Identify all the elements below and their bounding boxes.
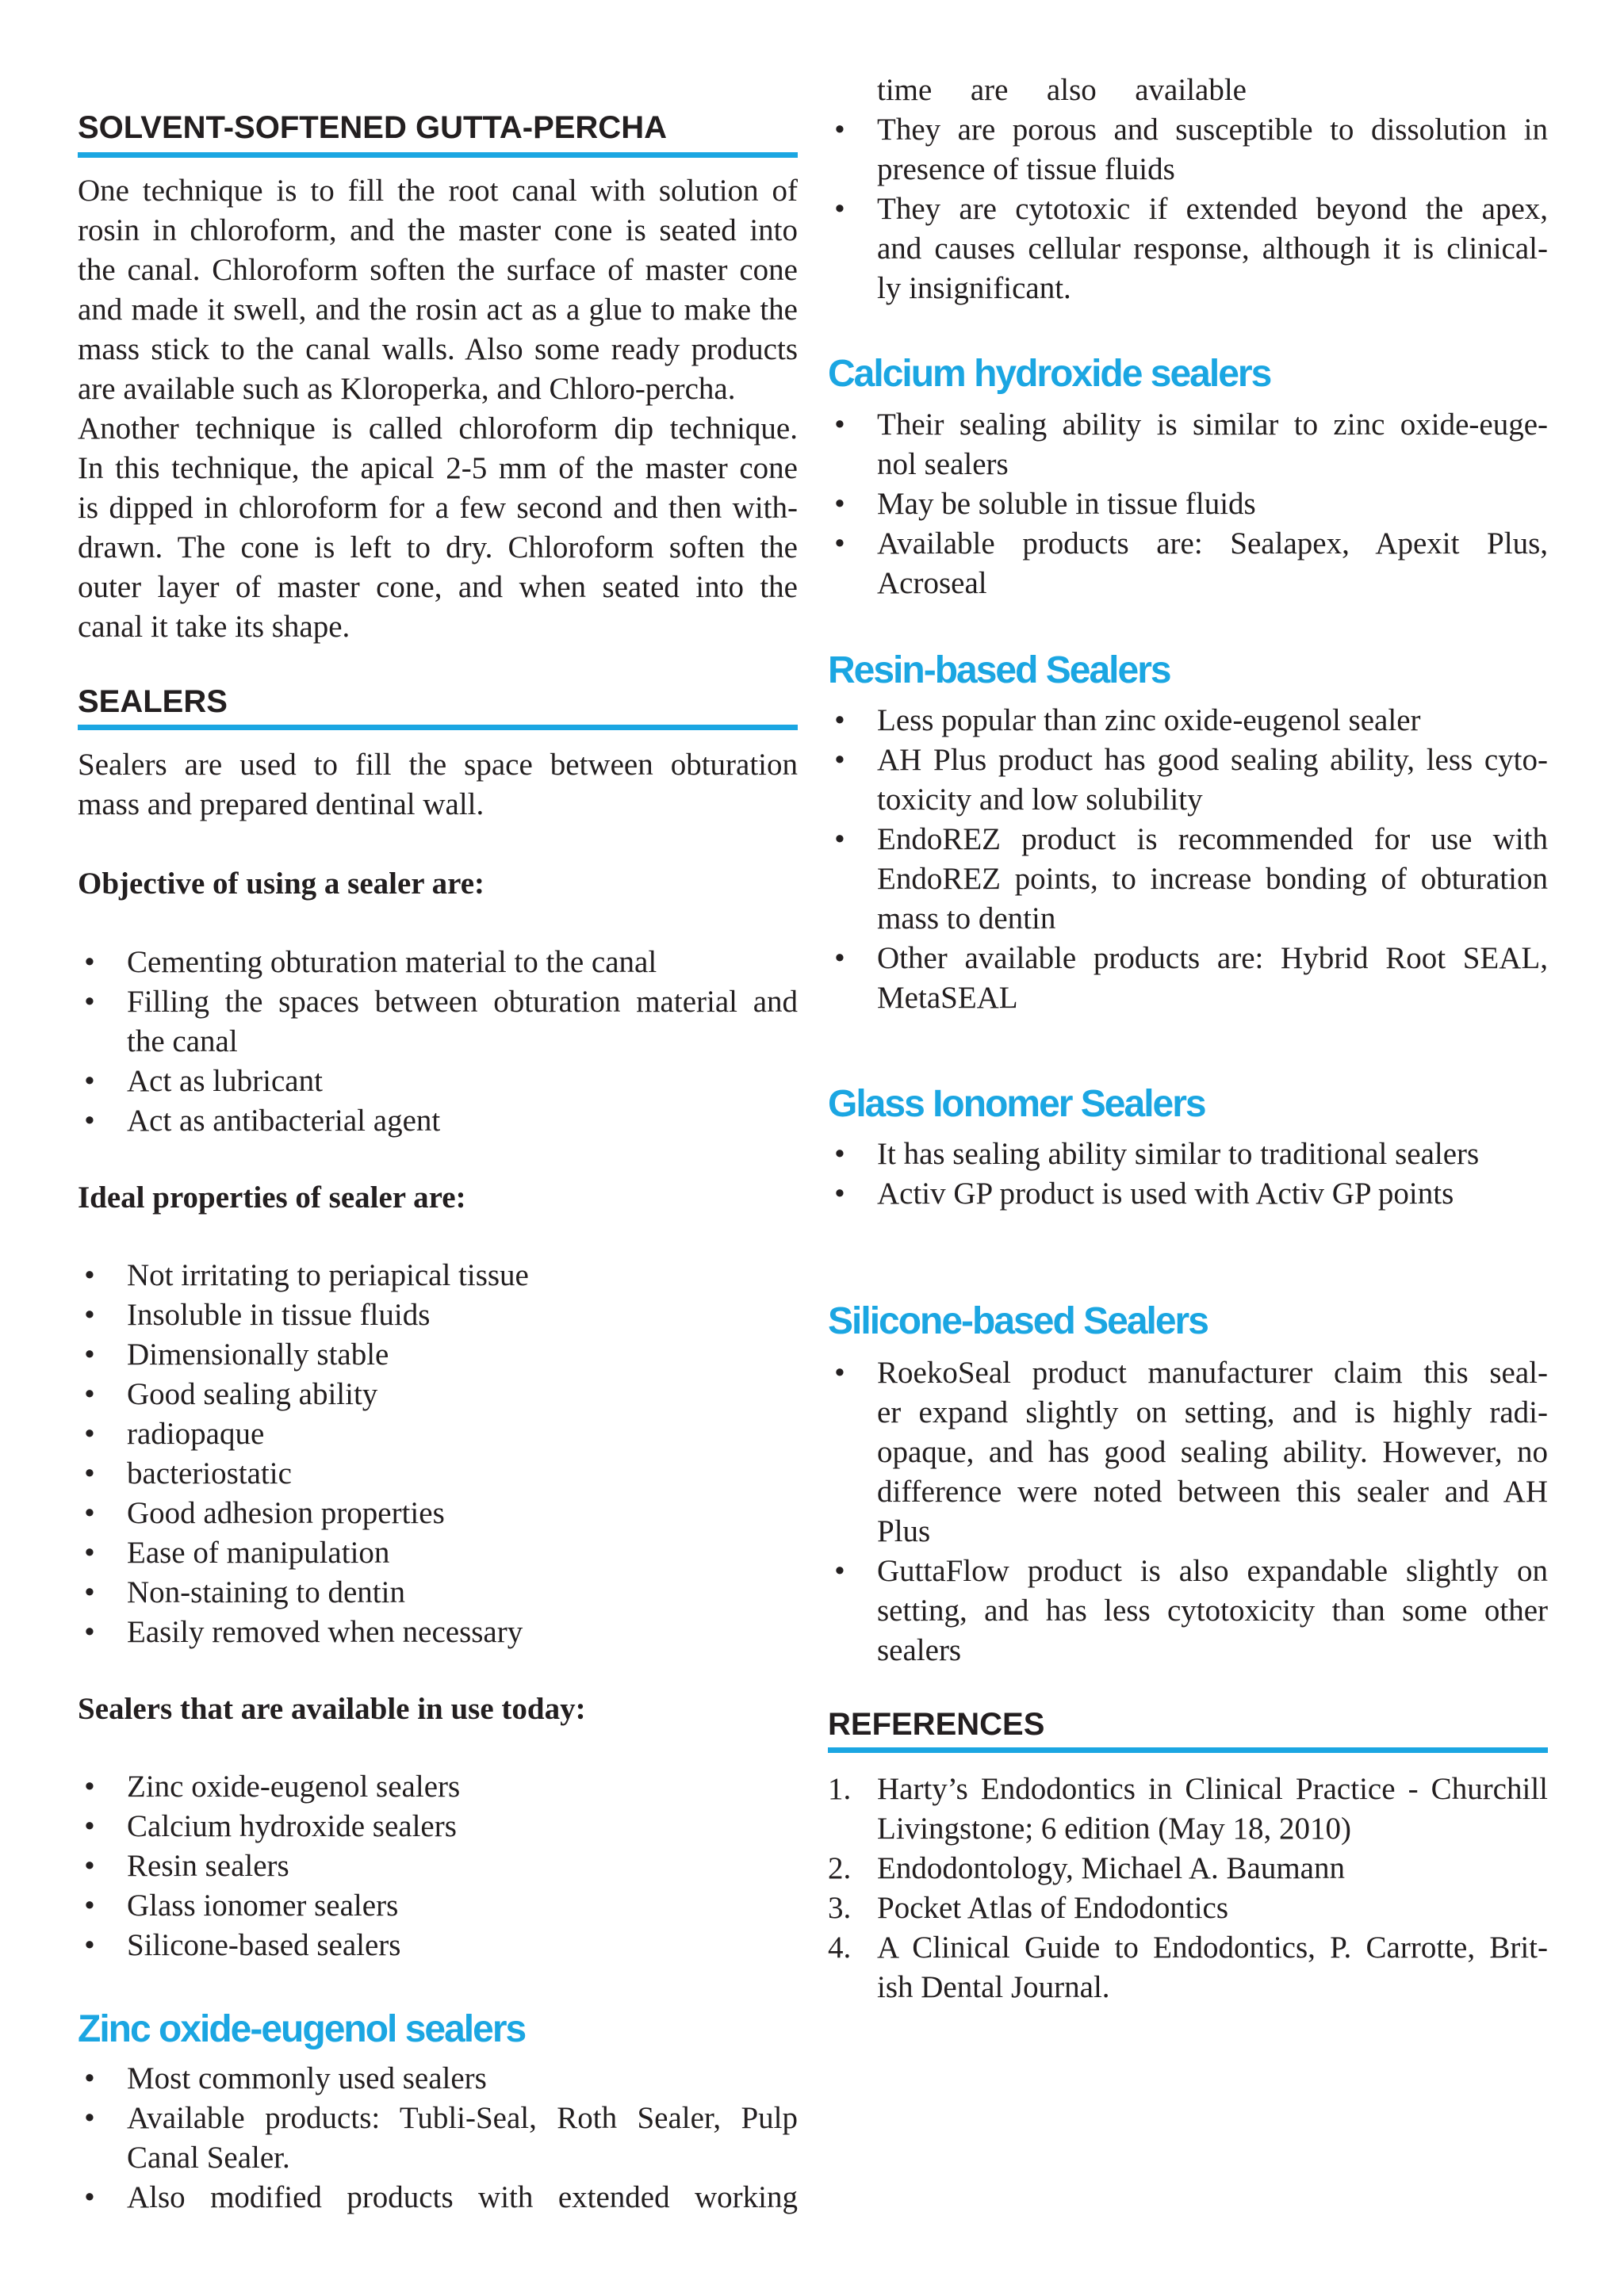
bullet-icon: • [84,1337,95,1372]
glass-heading: Glass Ionomer Sealers [828,1083,1205,1125]
bullet-icon: • [84,1064,95,1098]
available-item: Glass ionomer sealers [127,1888,399,1923]
zinc-item: ly insignificant. [877,271,1071,305]
references-heading-rule [828,1747,1548,1753]
resin-item: MetaSEAL [877,981,1018,1015]
solvent-paragraph-line: One technique is to fill the root canal with solution of [78,174,798,208]
reference-item: Pocket Atlas of Endodontics [877,1891,1229,1925]
bullet-icon: • [84,1809,95,1843]
bullet-icon: • [834,408,845,442]
references-heading: REFERENCES [828,1707,1045,1742]
bullet-icon: • [834,192,845,226]
zinc-item: Also modified products with extended working [127,2180,798,2214]
available-item: Zinc oxide-eugenol sealers [127,1770,461,1804]
zinc-heading: Zinc oxide-eugenol sealers [78,2008,526,2050]
reference-item: Livingstone; 6 edition (May 18, 2010) [877,1812,1351,1846]
bullet-icon: • [834,526,845,561]
solvent-paragraph-line: outer layer of master cone, and when seated into the [78,570,798,604]
ideal-item: Good sealing ability [127,1377,378,1411]
zinc-item: Available products: Tubli-Seal, Roth Sealer, Pulp [127,2101,798,2135]
calcium-item: Available products are: Sealapex, Apexit Plus, [877,526,1548,561]
reference-number: 3. [828,1891,852,1925]
zinc-item-continued: time are also available [877,73,1247,107]
resin-item: mass to dentin [877,901,1056,936]
bullet-icon: • [834,703,845,737]
bullet-icon: • [84,1928,95,1962]
solvent-paragraph-line: canal it take its shape. [78,610,350,644]
reference-item: ish Dental Journal. [877,1970,1110,2004]
reference-number: 1. [828,1772,852,1806]
calcium-item: Their sealing ability is similar to zinc oxide-euge- [877,408,1548,442]
resin-item: EndoREZ points, to increase bonding of obturation [877,862,1548,896]
ideal-item: bacteriostatic [127,1456,292,1490]
resin-item: toxicity and low solubility [877,783,1203,817]
bullet-icon: • [84,1615,95,1649]
solvent-heading-rule [78,152,798,158]
bullet-icon: • [84,1888,95,1923]
bullet-icon: • [834,941,845,975]
bullet-icon: • [84,1849,95,1883]
zinc-item: presence of tissue fluids [877,152,1175,186]
reference-item: Harty’s Endodontics in Clinical Practice - Churchill [877,1772,1548,1806]
solvent-paragraph-line: are available such as Kloroperka, and Chloro-percha. [78,372,736,406]
bullet-icon: • [84,2101,95,2135]
zinc-item: and causes cellular response, although it is clinical- [877,232,1548,266]
calcium-item: Acroseal [877,566,987,600]
resin-item: Less popular than zinc oxide-eugenol sealer [877,703,1421,737]
glass-item: Activ GP product is used with Activ GP points [877,1177,1454,1211]
silicone-item: sealers [877,1633,962,1667]
resin-item: Other available products are: Hybrid Root SEAL, [877,941,1548,975]
zinc-item: They are porous and susceptible to dissolution in [877,113,1548,147]
bullet-icon: • [84,1536,95,1570]
available-item: Calcium hydroxide sealers [127,1809,457,1843]
objective-item: Filling the spaces between obturation material and [127,985,798,1019]
calcium-heading: Calcium hydroxide sealers [828,353,1271,395]
bullet-icon: • [834,1177,845,1211]
solvent-paragraph-line: drawn. The cone is left to dry. Chloroform soften the [78,530,798,564]
silicone-heading: Silicone-based Sealers [828,1300,1208,1342]
bullet-icon: • [84,1377,95,1411]
resin-heading: Resin-based Sealers [828,649,1170,691]
sealers-intro-line: mass and prepared dentinal wall. [78,787,485,821]
zinc-item: They are cytotoxic if extended beyond the apex, [877,192,1548,226]
bullet-icon: • [834,1554,845,1588]
bullet-icon: • [84,1456,95,1490]
solvent-paragraph-line: rosin in chloroform, and the master cone is seated into [78,213,798,247]
calcium-item: nol sealers [877,447,1009,481]
resin-item: EndoREZ product is recommended for use with [877,822,1548,856]
silicone-item: GuttaFlow product is also expandable slightly on [877,1554,1548,1588]
ideal-item: Non-staining to dentin [127,1575,405,1609]
glass-item: It has sealing ability similar to traditional sealers [877,1137,1480,1171]
available-item: Resin sealers [127,1849,289,1883]
objective-item: the canal [127,1024,238,1058]
ideal-item: Not irritating to periapical tissue [127,1258,529,1292]
bullet-icon: • [834,743,845,777]
silicone-item: setting, and has less cytotoxicity than some other [877,1594,1548,1628]
bullet-icon: • [84,1575,95,1609]
ideal-item: Insoluble in tissue fluids [127,1298,431,1332]
solvent-paragraph-line: Another technique is called chloroform dip technique. [78,411,798,446]
reference-number: 4. [828,1931,852,1965]
silicone-item: difference were noted between this sealer and AH [877,1475,1548,1509]
solvent-paragraph-line: mass stick to the canal walls. Also some ready products [78,332,798,366]
objective-item: Act as lubricant [127,1064,323,1098]
reference-item: A Clinical Guide to Endodontics, P. Carrotte, Brit- [877,1931,1548,1965]
reference-number: 2. [828,1851,852,1885]
ideal-item: Good adhesion properties [127,1496,445,1530]
silicone-item: opaque, and has good sealing ability. However, no [877,1435,1548,1469]
bullet-icon: • [84,1258,95,1292]
solvent-heading: SOLVENT-SOFTENED GUTTA-PERCHA [78,110,667,145]
objective-item: Act as antibacterial agent [127,1104,441,1138]
bullet-icon: • [834,487,845,521]
ideal-item: Easily removed when necessary [127,1615,523,1649]
bullet-icon: • [84,1298,95,1332]
solvent-paragraph-line: the canal. Chloroform soften the surface of master cone [78,253,798,287]
bullet-icon: • [84,1104,95,1138]
solvent-paragraph-line: In this technique, the apical 2-5 mm of the master cone [78,451,798,485]
ideal-item: Dimensionally stable [127,1337,389,1372]
zinc-item: Most commonly used sealers [127,2061,487,2095]
calcium-item: May be soluble in tissue fluids [877,487,1256,521]
solvent-paragraph-line: and made it swell, and the rosin act as a glue to make the [78,293,798,327]
bullet-icon: • [834,822,845,856]
available-title: Sealers that are available in use today: [78,1692,586,1726]
bullet-icon: • [84,2061,95,2095]
silicone-item: RoekoSeal product manufacturer claim this seal- [877,1356,1548,1390]
bullet-icon: • [834,1356,845,1390]
available-item: Silicone-based sealers [127,1928,401,1962]
objective-item: Cementing obturation material to the canal [127,945,657,979]
bullet-icon: • [84,985,95,1019]
objective-title: Objective of using a sealer are: [78,867,485,901]
zinc-item: Canal Sealer. [127,2141,290,2175]
sealers-heading: SEALERS [78,684,228,719]
bullet-icon: • [84,1496,95,1530]
bullet-icon: • [834,1137,845,1171]
bullet-icon: • [84,1770,95,1804]
resin-item: AH Plus product has good sealing ability, less cyto- [877,743,1548,777]
silicone-item: er expand slightly on setting, and is highly radi- [877,1395,1548,1429]
ideal-title: Ideal properties of sealer are: [78,1181,466,1215]
ideal-item: Ease of manipulation [127,1536,390,1570]
bullet-icon: • [84,945,95,979]
bullet-icon: • [84,2180,95,2214]
solvent-paragraph-line: is dipped in chloroform for a few second and then with- [78,491,798,525]
sealers-heading-rule [78,725,798,730]
ideal-item: radiopaque [127,1417,265,1451]
sealers-intro-line: Sealers are used to fill the space between obturation [78,748,798,782]
bullet-icon: • [834,113,845,147]
bullet-icon: • [84,1417,95,1451]
reference-item: Endodontology, Michael A. Baumann [877,1851,1345,1885]
silicone-item: Plus [877,1514,931,1548]
